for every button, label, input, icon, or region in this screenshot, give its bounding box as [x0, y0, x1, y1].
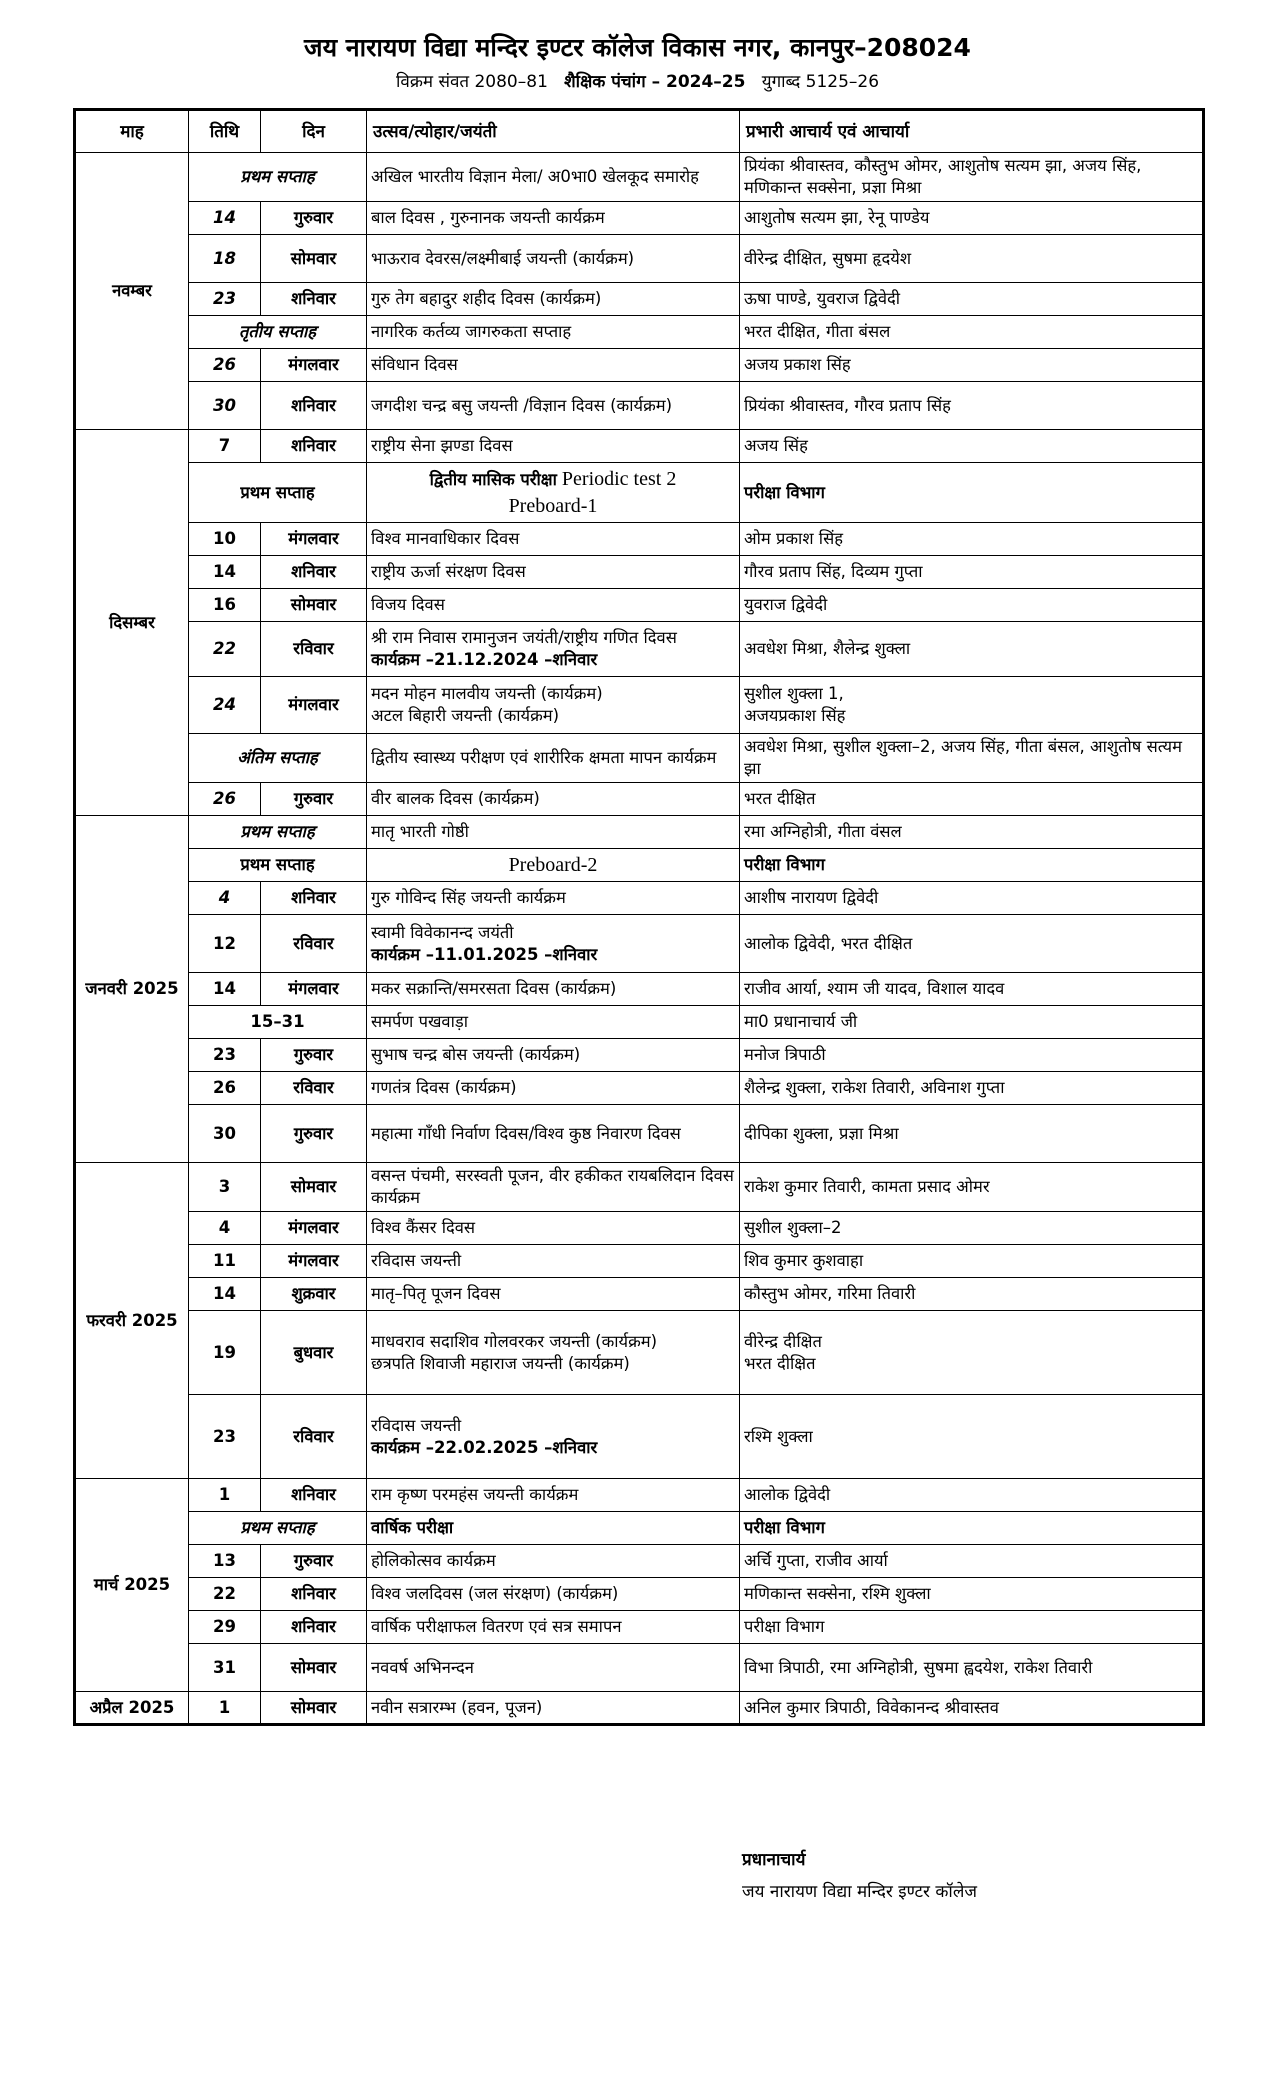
day-cell: बुधवार: [261, 1311, 367, 1395]
staff-line: शैलेन्द्र शुक्ला, राकेश तिवारी, अविनाश गुप्ता: [744, 1078, 1005, 1097]
calendar-body: [75, 153, 1204, 1725]
event-line: विश्व जलदिवस (जल संरक्षण) (कार्यक्रम): [371, 1584, 619, 1603]
table-row: [75, 283, 1204, 316]
event-cell: [367, 1611, 740, 1644]
date-cell: 31: [189, 1644, 261, 1692]
staff-line: सुशील शुक्ला 1,: [744, 684, 844, 703]
event-line: विश्व मानवाधिकार दिवस: [371, 529, 520, 548]
event-line: बाल दिवस , गुरुनानक जयन्ती कार्यक्रम: [371, 208, 605, 227]
event-line: माधवराव सदाशिव गोलवरकर जयन्ती (कार्यक्रम): [371, 1331, 658, 1351]
staff-line: राकेश कुमार तिवारी, कामता प्रसाद ओमर: [744, 1177, 990, 1196]
staff-line: ऊषा पाण्डे, युवराज द्विवेदी: [744, 289, 901, 308]
event-line: Preboard-1: [508, 495, 598, 517]
staff-line: परीक्षा विभाग: [744, 855, 825, 874]
staff-cell: [740, 463, 1204, 523]
staff-line: प्रियंका श्रीवास्तव, गौरव प्रताप सिंह: [744, 395, 951, 415]
event-cell: [367, 677, 740, 734]
event-line: Preboard-2: [508, 854, 598, 876]
staff-line: गौरव प्रताप सिंह, दिव्यम गुप्ता: [744, 562, 923, 581]
staff-line: अजय सिंह: [744, 436, 808, 455]
day-cell: मंगलवार: [261, 1245, 367, 1278]
staff-line: भरत दीक्षित, गीता बंसल: [744, 322, 891, 341]
institution-name: जय नारायण विद्या मन्दिर इण्टर कॉलेज: [742, 1882, 977, 1902]
event-cell: [367, 882, 740, 915]
staff-cell: [740, 816, 1204, 849]
staff-cell: [740, 1278, 1204, 1311]
staff-line: रमा अग्निहोत्री, गीता वंसल: [744, 822, 902, 841]
event-line: रविदास जयन्ती: [371, 1415, 462, 1435]
table-row: [75, 1006, 1204, 1039]
date-cell: 14: [189, 973, 261, 1006]
event-line: वार्षिक परीक्षा: [371, 1518, 454, 1537]
staff-cell: [740, 430, 1204, 463]
table-row: [75, 1212, 1204, 1245]
table-row: [75, 1611, 1204, 1644]
calendar-subtitle: [0, 68, 1275, 96]
day-cell: रविवार: [261, 915, 367, 973]
day-cell: शनिवार: [261, 283, 367, 316]
table-row: [75, 1395, 1204, 1479]
date-cell: 14: [189, 202, 261, 235]
academic-calendar-label: शैक्षिक पंचांग – 2024–25: [564, 72, 746, 92]
month-cell: दिसम्बर: [75, 430, 189, 816]
day-cell: मंगलवार: [261, 1212, 367, 1245]
date-cell: 14: [189, 1278, 261, 1311]
week-cell: प्रथम सप्ताह: [189, 849, 367, 882]
staff-line: आलोक द्विवेदी: [744, 1485, 831, 1504]
event-line: अटल बिहारी जयन्ती (कार्यक्रम): [371, 706, 560, 725]
event-cell: [367, 1006, 740, 1039]
staff-cell: [740, 1245, 1204, 1278]
staff-cell: [740, 734, 1204, 783]
staff-cell: [740, 1611, 1204, 1644]
event-line: नागरिक कर्तव्य जागरुकता सप्ताह: [371, 322, 572, 341]
day-cell: मंगलवार: [261, 973, 367, 1006]
event-line: सुभाष चन्द्र बोस जयन्ती (कार्यक्रम): [371, 1045, 581, 1064]
staff-cell: [740, 1578, 1204, 1611]
event-line: होलिकोत्सव कार्यक्रम: [371, 1551, 496, 1570]
yugabd: युगाब्द 5125–26: [761, 72, 880, 92]
date-cell: 30: [189, 1105, 261, 1163]
event-cell: [367, 463, 740, 523]
event-line: गुरु गोविन्द सिंह जयन्ती कार्यक्रम: [371, 888, 566, 907]
event-cell: [367, 1644, 740, 1692]
table-row: [75, 556, 1204, 589]
staff-cell: [740, 1395, 1204, 1479]
staff-cell: [740, 1072, 1204, 1105]
staff-line: मणिकान्त सक्सेना, रश्मि शुक्ला: [744, 1584, 931, 1603]
staff-cell: [740, 1311, 1204, 1395]
event-line: छत्रपति शिवाजी महाराज जयन्ती (कार्यक्रम): [371, 1353, 630, 1373]
event-cell: [367, 202, 740, 235]
staff-line: भरत दीक्षित: [744, 1353, 816, 1373]
date-cell: 23: [189, 283, 261, 316]
month-cell: अप्रैल 2025: [75, 1692, 189, 1725]
month-cell: जनवरी 2025: [75, 816, 189, 1163]
table-row: [75, 734, 1204, 783]
day-cell: रविवार: [261, 622, 367, 677]
staff-line: भरत दीक्षित: [744, 789, 816, 808]
day-cell: शनिवार: [261, 556, 367, 589]
event-line: समर्पण पखवाड़ा: [371, 1012, 468, 1031]
staff-line: सुशील शुक्ला–2: [744, 1218, 842, 1237]
table-row: [75, 973, 1204, 1006]
table-row: [75, 849, 1204, 882]
day-cell: सोमवार: [261, 235, 367, 283]
academic-calendar-table: [73, 108, 1205, 1726]
staff-cell: [740, 1163, 1204, 1212]
day-cell: रविवार: [261, 1072, 367, 1105]
day-cell: सोमवार: [261, 1692, 367, 1725]
table-row: [75, 1039, 1204, 1072]
staff-line: अनिल कुमार त्रिपाठी, विवेकानन्द श्रीवास्तव: [744, 1697, 999, 1717]
event-program-date: कार्यक्रम –22.02.2025 –शनिवार: [371, 1437, 598, 1457]
event-cell: [367, 1545, 740, 1578]
day-cell: शनिवार: [261, 382, 367, 430]
staff-line: वीरेन्द्र दीक्षित: [744, 1331, 822, 1351]
day-cell: मंगलवार: [261, 349, 367, 382]
event-cell: [367, 1692, 740, 1725]
table-row: [75, 1578, 1204, 1611]
event-program-date: कार्यक्रम –11.01.2025 –शनिवार: [371, 944, 598, 964]
day-cell: शनिवार: [261, 1611, 367, 1644]
date-range-cell: 15–31: [189, 1006, 367, 1039]
staff-cell: [740, 1644, 1204, 1692]
staff-line: दीपिका शुक्ला, प्रज्ञा मिश्रा: [744, 1123, 899, 1143]
staff-cell: [740, 523, 1204, 556]
table-row: [75, 783, 1204, 816]
date-cell: 12: [189, 915, 261, 973]
event-cell: [367, 783, 740, 816]
event-line: द्वितीय मासिक परीक्षा: [429, 470, 557, 489]
table-row: [75, 1245, 1204, 1278]
staff-cell: [740, 677, 1204, 734]
staff-line: परीक्षा विभाग: [744, 482, 825, 502]
date-cell: 29: [189, 1611, 261, 1644]
staff-line: प्रियंका श्रीवास्तव, कौस्तुभ ओमर, आशुतोष सत्यम झा, अजय सिंह, मणिकान्त सक्सेना, प्रज्ञा मिश्रा: [744, 156, 1142, 197]
date-cell: 23: [189, 1395, 261, 1479]
day-cell: शनिवार: [261, 1578, 367, 1611]
month-cell: नवम्बर: [75, 153, 189, 430]
table-row: [75, 1545, 1204, 1578]
event-line: राष्ट्रीय ऊर्जा संरक्षण दिवस: [371, 562, 526, 581]
event-line: राम कृष्ण परमहंस जयन्ती कार्यक्रम: [371, 1485, 579, 1504]
staff-line: ओम प्रकाश सिंह: [744, 529, 843, 548]
event-cell: [367, 349, 740, 382]
staff-line: राजीव आर्या, श्याम जी यादव, विशाल यादव: [744, 979, 1005, 998]
staff-cell: [740, 1512, 1204, 1545]
event-cell: [367, 1212, 740, 1245]
staff-line: परीक्षा विभाग: [744, 1518, 825, 1537]
staff-cell: [740, 973, 1204, 1006]
event-line: नववर्ष अभिनन्दन: [371, 1657, 474, 1677]
event-cell: [367, 1163, 740, 1212]
event-cell: [367, 734, 740, 783]
header-month: माह: [75, 110, 189, 153]
staff-line: अवधेश मिश्रा, सुशील शुक्ला–2, अजय सिंह, गीता बंसल, आशुतोष सत्यम झा: [744, 737, 1182, 778]
date-cell: 19: [189, 1311, 261, 1395]
vikram-samvat: विक्रम संवत 2080–81: [395, 72, 548, 92]
day-cell: मंगलवार: [261, 523, 367, 556]
day-cell: सोमवार: [261, 1644, 367, 1692]
event-cell: [367, 849, 740, 882]
day-cell: शनिवार: [261, 882, 367, 915]
staff-cell: [740, 283, 1204, 316]
date-cell: 23: [189, 1039, 261, 1072]
signature-block: [742, 1847, 977, 1905]
event-cell: [367, 589, 740, 622]
table-row: [75, 1311, 1204, 1395]
event-cell: [367, 1072, 740, 1105]
staff-line: आशुतोष सत्यम झा, रेनू पाण्डेय: [744, 208, 930, 227]
table-row: [75, 349, 1204, 382]
table-row: [75, 430, 1204, 463]
staff-line: कौस्तुभ ओमर, गरिमा तिवारी: [744, 1284, 916, 1303]
event-cell: [367, 1512, 740, 1545]
day-cell: शनिवार: [261, 430, 367, 463]
table-row: [75, 882, 1204, 915]
date-cell: 22: [189, 1578, 261, 1611]
table-row: [75, 1512, 1204, 1545]
event-cell: [367, 915, 740, 973]
staff-line: अजयप्रकाश सिंह: [744, 706, 846, 725]
event-cell: [367, 1245, 740, 1278]
day-cell: शुक्रवार: [261, 1278, 367, 1311]
event-cell: [367, 1039, 740, 1072]
event-line: मदन मोहन मालवीय जयन्ती (कार्यक्रम): [371, 684, 603, 703]
event-cell: [367, 430, 740, 463]
table-row: [75, 677, 1204, 734]
day-cell: गुरुवार: [261, 202, 367, 235]
college-title: जय नारायण विद्या मन्दिर इण्टर कॉलेज विकास नगर, कानपुर–208024: [304, 33, 971, 62]
event-cell: [367, 283, 740, 316]
date-cell: 24: [189, 677, 261, 734]
event-cell: [367, 1278, 740, 1311]
staff-line: अवधेश मिश्रा, शैलेन्द्र शुक्ला: [744, 639, 911, 658]
table-row: [75, 1692, 1204, 1725]
table-row: [75, 463, 1204, 523]
event-cell: [367, 1479, 740, 1512]
date-cell: 13: [189, 1545, 261, 1578]
date-cell: 4: [189, 1212, 261, 1245]
staff-cell: [740, 316, 1204, 349]
date-cell: 26: [189, 1072, 261, 1105]
date-cell: 16: [189, 589, 261, 622]
staff-cell: [740, 349, 1204, 382]
event-program-date: कार्यक्रम –21.12.2024 –शनिवार: [371, 650, 598, 669]
header-event: उत्सव/त्योहार/जयंती: [367, 110, 740, 153]
week-cell: प्रथम सप्ताह: [189, 816, 367, 849]
table-row: [75, 1163, 1204, 1212]
event-line: विश्व कैंसर दिवस: [371, 1218, 476, 1237]
document-header: [0, 30, 1275, 96]
event-line: स्वामी विवेकानन्द जयंती: [371, 922, 514, 942]
date-cell: 26: [189, 783, 261, 816]
date-cell: 11: [189, 1245, 261, 1278]
date-cell: 18: [189, 235, 261, 283]
staff-line: परीक्षा विभाग: [744, 1617, 825, 1636]
event-cell: [367, 316, 740, 349]
event-line: वसन्त पंचमी, सरस्वती पूजन, वीर हकीकत रायबलिदान दिवस कार्यक्रम: [371, 1166, 734, 1207]
day-cell: मंगलवार: [261, 677, 367, 734]
staff-cell: [740, 1105, 1204, 1163]
event-cell: [367, 556, 740, 589]
staff-line: मनोज त्रिपाठी: [744, 1045, 826, 1064]
event-line: मातृ–पितृ पूजन दिवस: [371, 1284, 501, 1303]
day-cell: गुरुवार: [261, 783, 367, 816]
table-row: [75, 1278, 1204, 1311]
day-cell: गुरुवार: [261, 1545, 367, 1578]
staff-line: अजय प्रकाश सिंह: [744, 355, 851, 374]
staff-line: युवराज द्विवेदी: [744, 595, 828, 614]
staff-cell: [740, 915, 1204, 973]
event-cell: [367, 816, 740, 849]
staff-line: आशीष नारायण द्विवेदी: [744, 888, 879, 907]
table-row: [75, 1479, 1204, 1512]
header-staff: प्रभारी आचार्य एवं आचार्या: [740, 110, 1204, 153]
event-line: संविधान दिवस: [371, 355, 458, 374]
date-cell: 22: [189, 622, 261, 677]
event-line: अखिल भारतीय विज्ञान मेला/ अ0भा0 खेलकूद समारोह: [371, 167, 699, 186]
principal-designation: प्रधानाचार्य: [742, 1850, 806, 1870]
day-cell: गुरुवार: [261, 1039, 367, 1072]
staff-line: विभा त्रिपाठी, रमा अग्निहोत्री, सुषमा ह्वदयेश, राकेश तिवारी: [744, 1657, 1093, 1677]
staff-cell: [740, 235, 1204, 283]
table-row: [75, 316, 1204, 349]
event-cell: [367, 1311, 740, 1395]
week-cell: तृतीय सप्ताह: [189, 316, 367, 349]
day-cell: सोमवार: [261, 1163, 367, 1212]
event-line: वीर बालक दिवस (कार्यक्रम): [371, 789, 540, 808]
table-row: [75, 816, 1204, 849]
table-row: [75, 1072, 1204, 1105]
date-cell: 10: [189, 523, 261, 556]
date-cell: 14: [189, 556, 261, 589]
date-cell: 7: [189, 430, 261, 463]
staff-cell: [740, 882, 1204, 915]
event-cell: [367, 382, 740, 430]
event-line: रविदास जयन्ती: [371, 1251, 462, 1270]
week-cell: अंतिम सप्ताह: [189, 734, 367, 783]
day-cell: सोमवार: [261, 589, 367, 622]
table-row: [75, 622, 1204, 677]
staff-cell: [740, 556, 1204, 589]
event-line: विजय दिवस: [371, 595, 445, 614]
event-line: गुरु तेग बहादुर शहीद दिवस (कार्यक्रम): [371, 289, 602, 308]
event-cell: [367, 622, 740, 677]
date-cell: 1: [189, 1479, 261, 1512]
header-date: तिथि: [189, 110, 261, 153]
table-row: [75, 153, 1204, 202]
event-cell: [367, 523, 740, 556]
staff-line: शिव कुमार कुशवाहा: [744, 1251, 864, 1270]
date-cell: 30: [189, 382, 261, 430]
table-row: [75, 589, 1204, 622]
event-line: नवीन सत्रारम्भ (हवन, पूजन): [371, 1697, 543, 1717]
event-line: मातृ भारती गोष्ठी: [371, 822, 469, 841]
staff-cell: [740, 849, 1204, 882]
event-line: गणतंत्र दिवस (कार्यक्रम): [371, 1078, 517, 1097]
event-line: भाऊराव देवरस/लक्ष्मीबाई जयन्ती (कार्यक्रम): [371, 248, 635, 268]
week-cell: प्रथम सप्ताह: [189, 153, 367, 202]
table-row: [75, 382, 1204, 430]
event-cell: [367, 1105, 740, 1163]
staff-line: वीरेन्द्र दीक्षित, सुषमा हृदयेश: [744, 248, 912, 268]
table-header-row: [75, 110, 1204, 153]
table-row: [75, 235, 1204, 283]
event-line: द्वितीय स्वास्थ्य परीक्षण एवं शारीरिक क्षमता मापन कार्यक्रम: [371, 748, 717, 767]
staff-cell: [740, 1692, 1204, 1725]
event-line: Periodic test 2: [561, 468, 677, 490]
event-line: महात्मा गाँधी निर्वाण दिवस/विश्व कुष्ठ निवारण दिवस: [371, 1123, 681, 1143]
staff-line: मा0 प्रधानाचार्य जी: [744, 1012, 858, 1031]
table-row: [75, 202, 1204, 235]
table-row: [75, 915, 1204, 973]
day-cell: शनिवार: [261, 1479, 367, 1512]
event-cell: [367, 153, 740, 202]
date-cell: 4: [189, 882, 261, 915]
date-cell: 3: [189, 1163, 261, 1212]
staff-cell: [740, 1006, 1204, 1039]
staff-cell: [740, 1545, 1204, 1578]
week-cell: प्रथम सप्ताह: [189, 463, 367, 523]
event-line: राष्ट्रीय सेना झण्डा दिवस: [371, 436, 513, 455]
header-day: दिन: [261, 110, 367, 153]
staff-cell: [740, 153, 1204, 202]
event-cell: [367, 1578, 740, 1611]
table-row: [75, 1105, 1204, 1163]
staff-line: आलोक द्विवेदी, भरत दीक्षित: [744, 933, 913, 953]
event-cell: [367, 973, 740, 1006]
staff-cell: [740, 1212, 1204, 1245]
event-line: वार्षिक परीक्षाफल वितरण एवं सत्र समापन: [371, 1617, 622, 1636]
staff-cell: [740, 202, 1204, 235]
month-cell: मार्च 2025: [75, 1479, 189, 1692]
event-cell: [367, 1395, 740, 1479]
staff-cell: [740, 1039, 1204, 1072]
date-cell: 1: [189, 1692, 261, 1725]
staff-cell: [740, 783, 1204, 816]
staff-cell: [740, 589, 1204, 622]
table-row: [75, 1644, 1204, 1692]
event-cell: [367, 235, 740, 283]
staff-cell: [740, 622, 1204, 677]
staff-cell: [740, 1479, 1204, 1512]
week-cell: प्रथम सप्ताह: [189, 1512, 367, 1545]
day-cell: रविवार: [261, 1395, 367, 1479]
day-cell: गुरुवार: [261, 1105, 367, 1163]
table-row: [75, 523, 1204, 556]
staff-line: रश्मि शुक्ला: [744, 1426, 813, 1446]
event-line: श्री राम निवास रामानुजन जयंती/राष्ट्रीय गणित दिवस: [371, 628, 677, 647]
event-line: जगदीश चन्द्र बसु जयन्ती /विज्ञान दिवस (कार्यक्रम): [371, 395, 673, 415]
date-cell: 26: [189, 349, 261, 382]
event-line: मकर सक्रान्ति/समरसता दिवस (कार्यक्रम): [371, 979, 617, 998]
staff-line: अर्चि गुप्ता, राजीव आर्या: [744, 1551, 888, 1570]
month-cell: फरवरी 2025: [75, 1163, 189, 1479]
staff-cell: [740, 382, 1204, 430]
